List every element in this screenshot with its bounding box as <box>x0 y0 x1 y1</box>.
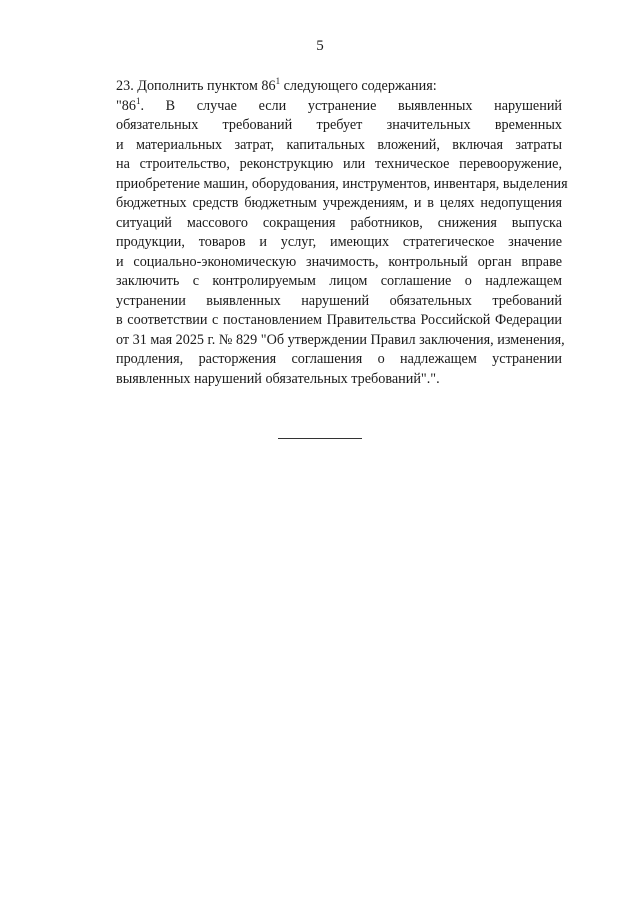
intro-superscript: 1 <box>275 76 281 86</box>
amendment-intro <box>76 77 562 97</box>
clause-line: в соответствии с постановлением Правительства Российской Федерации <box>116 312 562 328</box>
clause-line-text: . В случае если устранение выявленных нарушений <box>140 97 562 114</box>
section-divider <box>278 438 362 439</box>
clause-line: и материальных затрат, капитальных вложений, включая затраты <box>116 136 562 153</box>
clause-paragraph <box>76 95 568 390</box>
clause-line: на строительство, реконструкцию или техническое перевооружение, <box>116 156 562 172</box>
intro-text-after: следующего содержания: <box>280 78 437 94</box>
clause-line: и социально-экономическую значимость, контрольный орган вправе <box>116 253 562 270</box>
clause-line: продукции, товаров и услуг, имеющих стратегическое значение <box>116 234 562 250</box>
clause-open-quote: "86 <box>116 97 136 114</box>
page-number: 5 <box>316 38 324 54</box>
clause-line: от 31 мая 2025 г. № 829 "Об утверждении Правил заключения, изменения, <box>116 331 565 348</box>
intro-text-before: 23. Дополнить пунктом 86 <box>116 78 276 94</box>
document-body <box>76 76 568 389</box>
clause-line: устранении выявленных нарушений обязательных требований <box>116 292 562 309</box>
clause-line: ситуаций массового сокращения работников, снижения выпуска <box>116 214 562 231</box>
clause-superscript: 1 <box>135 95 141 106</box>
clause-line: обязательных требований требует значительных временных <box>116 117 562 133</box>
clause-line: бюджетных средств бюджетным учреждениям, и в целях недопущения <box>116 195 562 211</box>
clause-line: заключить с контролируемым лицом соглашение о надлежащем <box>116 273 562 289</box>
clause-line: продления, расторжения соглашения о надлежащем устранении <box>116 351 562 367</box>
clause-line: выявленных нарушений обязательных требований".". <box>116 370 440 387</box>
clause-line: приобретение машин, оборудования, инструментов, инвентаря, выделения <box>116 175 568 192</box>
clause-line <box>76 97 562 117</box>
